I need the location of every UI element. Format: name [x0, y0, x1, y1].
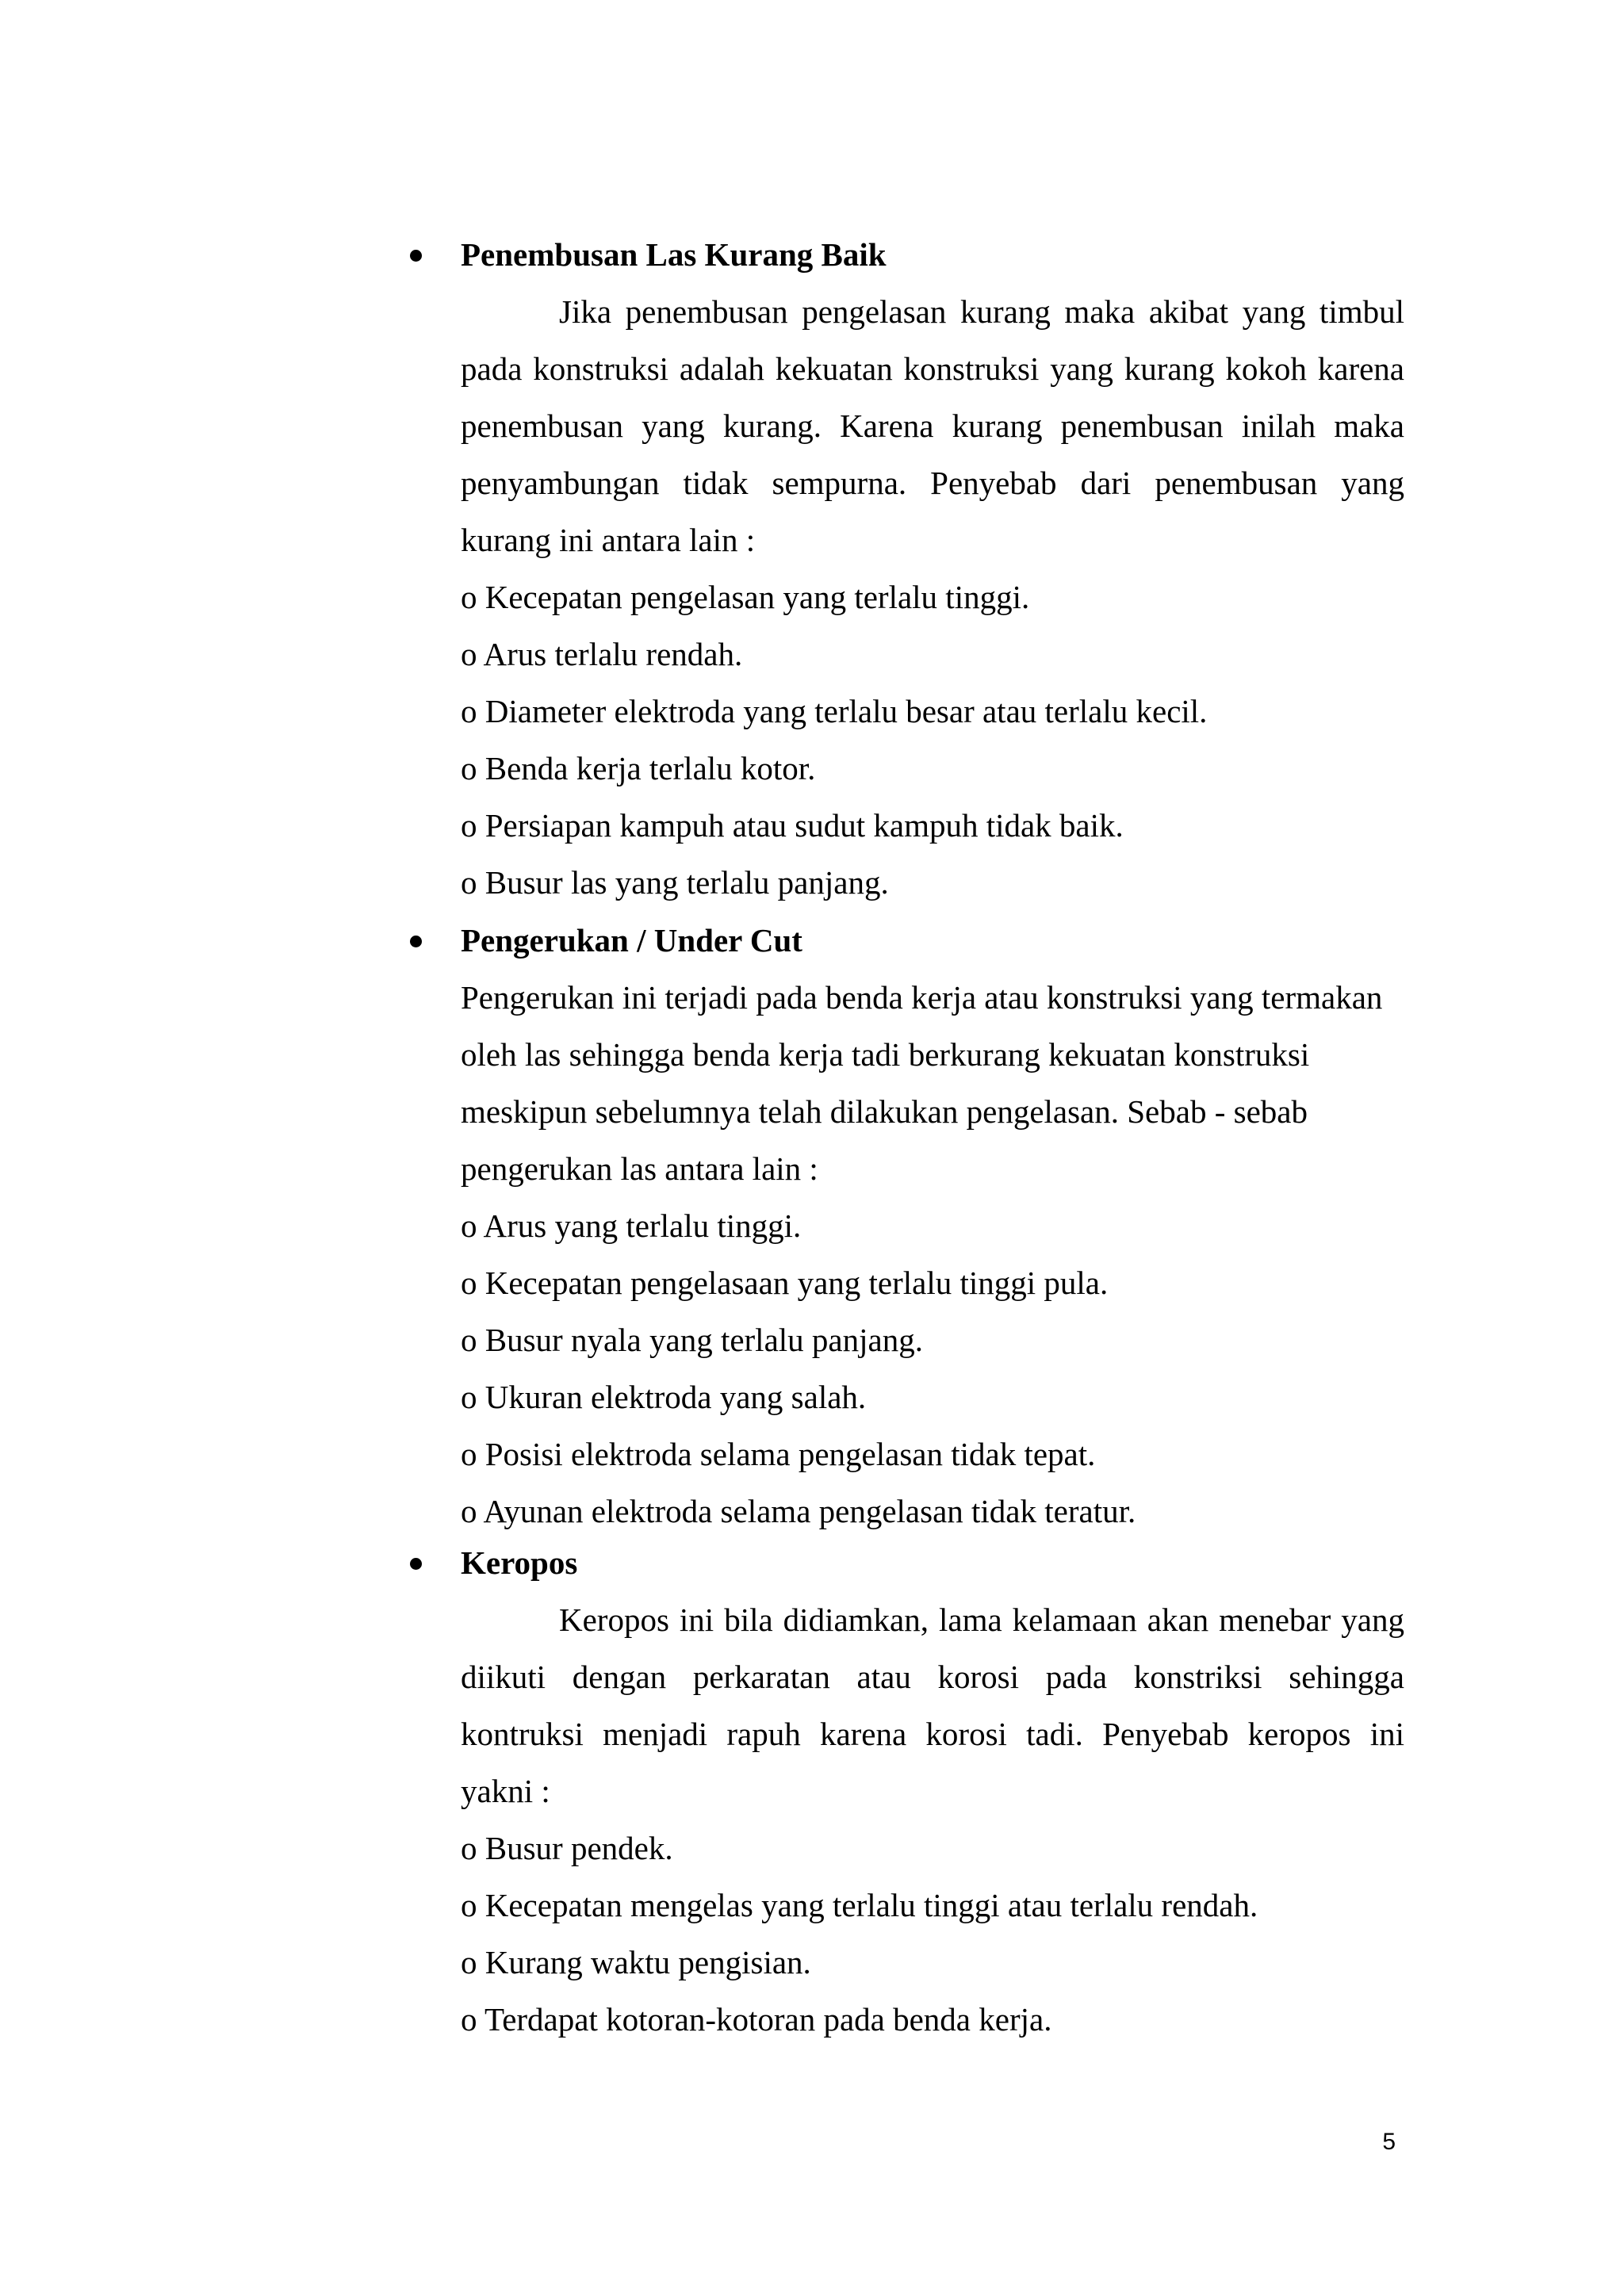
- paragraph-line: kontruksi menjadi rapuh karena korosi tadi. Penyebab keropos ini: [461, 1716, 1404, 1752]
- list-item: o Diameter elektroda yang terlalu besar atau terlalu kecil.: [461, 693, 1208, 729]
- list-item: o Kurang waktu pengisian.: [461, 1944, 811, 1980]
- paragraph-line: diikuti dengan perkaratan atau korosi pada konstriksi sehingga: [461, 1659, 1404, 1695]
- section-heading: [400, 1534, 1404, 1591]
- list-item: o Arus yang terlalu tinggi.: [461, 1207, 802, 1244]
- paragraph-line: Pengerukan ini terjadi pada benda kerja atau konstruksi yang termakan: [461, 979, 1383, 1016]
- section-penembusan: [400, 226, 1404, 911]
- paragraph-line: kurang ini antara lain :: [461, 522, 756, 558]
- paragraph-line: oleh las sehingga benda kerja tadi berkurang kekuatan konstruksi: [461, 1036, 1310, 1073]
- list-item: o Kecepatan pengelasan yang terlalu tinggi.: [461, 579, 1030, 615]
- list-item: o Persiapan kampuh atau sudut kampuh tidak baik.: [461, 807, 1124, 844]
- bullet-icon: [410, 1558, 422, 1570]
- paragraph-line: pengerukan las antara lain :: [461, 1150, 818, 1187]
- paragraph-line: penyambungan tidak sempurna. Penyebab dari penembusan yang: [461, 465, 1404, 501]
- paragraph: [400, 969, 1404, 1197]
- list-item: o Busur las yang terlalu panjang.: [461, 864, 889, 901]
- list-item: o Ayunan elektroda selama pengelasan tidak teratur.: [461, 1493, 1136, 1529]
- list-item: o Ukuran elektroda yang salah.: [461, 1379, 867, 1415]
- page-number: 5: [1382, 2129, 1396, 2155]
- bullet-icon: [410, 936, 422, 947]
- section-heading: [400, 912, 1404, 969]
- paragraph-line: Keropos ini bila didiamkan, lama kelamaan akan menebar yang: [559, 1601, 1404, 1638]
- list-item: o Benda kerja terlalu kotor.: [461, 750, 816, 786]
- list-item: o Busur nyala yang terlalu panjang.: [461, 1322, 923, 1358]
- list-item: o Terdapat kotoran-kotoran pada benda kerja.: [461, 2001, 1052, 2038]
- list-item: o Kecepatan pengelasaan yang terlalu tinggi pula.: [461, 1265, 1109, 1301]
- heading-text: Penembusan Las Kurang Baik: [461, 236, 887, 273]
- list-item: o Kecepatan mengelas yang terlalu tinggi atau terlalu rendah.: [461, 1887, 1258, 1923]
- section-pengerukan: [400, 912, 1404, 1540]
- bullet-icon: [410, 250, 422, 262]
- heading-text: Pengerukan / Under Cut: [461, 922, 802, 959]
- paragraph-line: penembusan yang kurang. Karena kurang penembusan inilah maka: [461, 408, 1404, 444]
- heading-text: Keropos: [461, 1544, 578, 1581]
- paragraph-line: yakni :: [461, 1773, 550, 1809]
- paragraph: [400, 283, 1404, 568]
- list-item: o Arus terlalu rendah.: [461, 636, 743, 672]
- list-item: o Posisi elektroda selama pengelasan tidak tepat.: [461, 1436, 1096, 1472]
- paragraph-line: Jika penembusan pengelasan kurang maka akibat yang timbul: [559, 293, 1404, 330]
- paragraph-line: meskipun sebelumnya telah dilakukan pengelasan. Sebab - sebab: [461, 1093, 1308, 1130]
- paragraph-line: pada konstruksi adalah kekuatan konstruksi yang kurang kokoh karena: [461, 350, 1404, 387]
- list-item: o Busur pendek.: [461, 1830, 673, 1866]
- section-keropos: [400, 1534, 1404, 2048]
- paragraph: [400, 1591, 1404, 1820]
- section-heading: [400, 226, 1404, 283]
